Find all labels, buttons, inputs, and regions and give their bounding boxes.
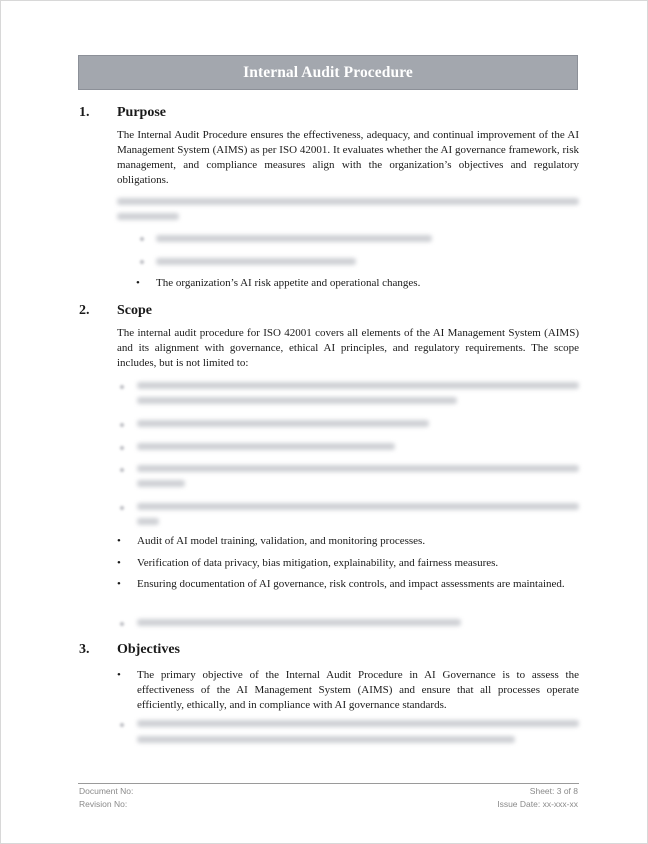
blurred-text	[117, 213, 179, 220]
blurred-text	[137, 382, 579, 389]
section-number: 2.	[79, 303, 90, 318]
sheet-number: Sheet: 3 of 8	[529, 786, 578, 796]
section-paragraph: The Internal Audit Procedure ensures the effectiveness, adequacy, and continual improvement of the AI Management System (AIMS) as per ISO 42001. It evaluates whether the AI governance framework, risk management, and compliance measures align with the organization’s objectives and regulatory obligations.	[117, 129, 579, 186]
blurred-bullet	[120, 506, 124, 510]
issue-date: Issue Date: xx-xxx-xx	[497, 799, 578, 809]
blurred-bullet	[120, 468, 124, 472]
list-item: • Verification of data privacy, bias mitigation, explainability, and fairness measures.	[137, 556, 579, 571]
blurred-text	[137, 736, 515, 743]
blurred-bullet	[120, 723, 124, 727]
blurred-text	[137, 619, 461, 626]
section-number: 3.	[79, 642, 90, 657]
blurred-text	[137, 503, 579, 510]
list-item: • Ensuring documentation of AI governance, risk controls, and impact assessments are maintained.	[137, 577, 579, 592]
blurred-text	[156, 235, 432, 242]
document-title-bar	[78, 55, 578, 90]
blurred-text	[156, 258, 356, 265]
list-item: • The organization’s AI risk appetite and operational changes.	[156, 276, 579, 291]
list-item: • The primary objective of the Internal Audit Procedure in AI Governance is to assess the effectiveness of the AI Management System (AIMS) and ensure that all processes operate efficiently, ethically, and in compliance with AI governance standards.	[137, 668, 579, 713]
blurred-text	[137, 465, 579, 472]
blurred-text	[137, 518, 159, 525]
blurred-text	[117, 198, 579, 205]
blurred-bullet	[120, 622, 124, 626]
document-title: Internal Audit Procedure	[243, 63, 413, 81]
section-heading: Purpose	[117, 105, 166, 120]
section-heading: Scope	[117, 303, 152, 318]
blurred-bullet	[140, 260, 144, 264]
blurred-bullet	[120, 423, 124, 427]
document-number-label: Document No:	[79, 786, 134, 796]
blurred-bullet	[120, 446, 124, 450]
section-heading: Objectives	[117, 642, 180, 657]
blurred-text	[137, 720, 579, 727]
blurred-bullet	[140, 237, 144, 241]
blurred-text	[137, 480, 185, 487]
revision-number-label: Revision No:	[79, 799, 128, 809]
blurred-text	[137, 397, 457, 404]
section-paragraph: The internal audit procedure for ISO 42001 covers all elements of the AI Management System (AIMS) and its alignment with governance, ethical AI principles, and regulatory requirements. The scope includes, but is not limited to:	[117, 327, 579, 369]
blurred-text	[137, 420, 429, 427]
blurred-bullet	[120, 385, 124, 389]
blurred-text	[137, 443, 395, 450]
list-item: • Audit of AI model training, validation, and monitoring processes.	[137, 534, 579, 549]
section-number: 1.	[79, 105, 90, 120]
footer-divider	[78, 783, 579, 784]
